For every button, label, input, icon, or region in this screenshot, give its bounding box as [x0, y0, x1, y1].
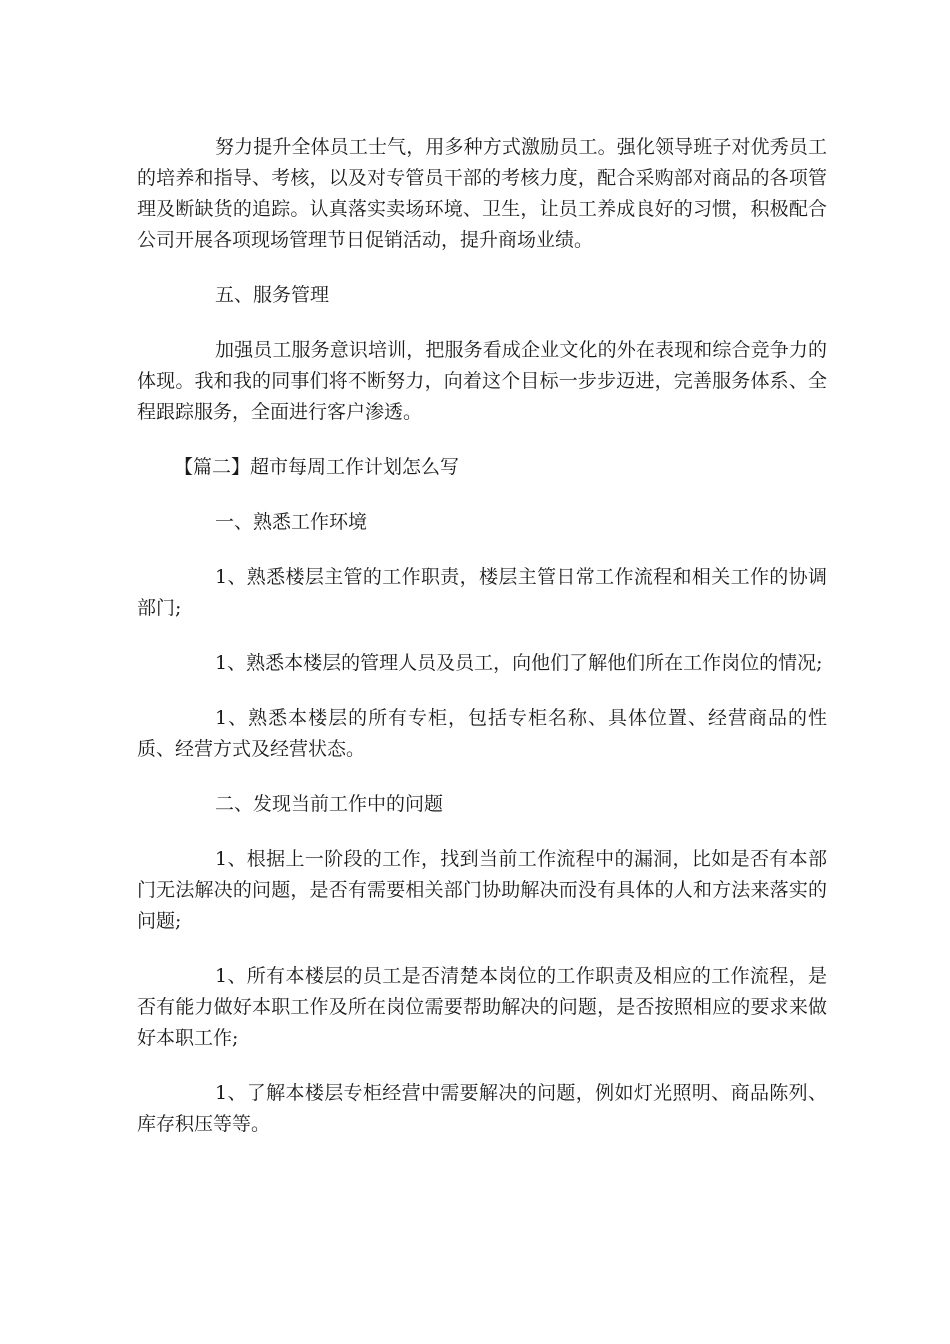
- section-title: 【篇二】超市每周工作计划怎么写: [174, 456, 460, 478]
- heading-service-management: 五、服务管理: [215, 284, 330, 306]
- list-item: 1、熟悉本楼层的管理人员及员工，向他们了解他们所在工作岗位的情况;: [215, 652, 823, 674]
- heading-familiarize-environment: 一、熟悉工作环境: [215, 511, 368, 533]
- document-body: [137, 132, 827, 1164]
- list-item: 1、了解本楼层专柜经营中需要解决的问题，例如灯光照明、商品陈列、库存积压等等。: [137, 1082, 827, 1135]
- heading-find-problems: 二、发现当前工作中的问题: [215, 793, 444, 815]
- paragraph-service-training: 加强员工服务意识培训，把服务看成企业文化的外在表现和综合竞争力的体现。我和我的同事们将不断努力，向着这个目标一步步迈进，完善服务体系、全程跟踪服务，全面进行客户渗透。: [137, 339, 827, 423]
- list-item: 1、熟悉本楼层的所有专柜，包括专柜名称、具体位置、经营商品的性质、经营方式及经营状态。: [137, 707, 827, 760]
- list-item: 1、根据上一阶段的工作，找到当前工作流程中的漏洞，比如是否有本部门无法解决的问题，是否有需要相关部门协助解决而没有具体的人和方法来落实的问题;: [137, 848, 827, 932]
- list-item: 1、熟悉楼层主管的工作职责，楼层主管日常工作流程和相关工作的协调部门;: [137, 566, 827, 619]
- list-item: 1、所有本楼层的员工是否清楚本岗位的工作职责及相应的工作流程，是否有能力做好本职工作及所在岗位需要帮助解决的问题，是否按照相应的要求来做好本职工作;: [137, 965, 827, 1049]
- paragraph-staff-motivation: 努力提升全体员工士气，用多种方式激励员工。强化领导班子对优秀员工的培养和指导、考核，以及对专管员干部的考核力度，配合采购部对商品的各项管理及断缺货的追踪。认真落实卖场环境、卫生，让员工养成良好的习惯，积极配合公司开展各项现场管理节日促销活动，提升商场业绩。: [137, 136, 827, 251]
